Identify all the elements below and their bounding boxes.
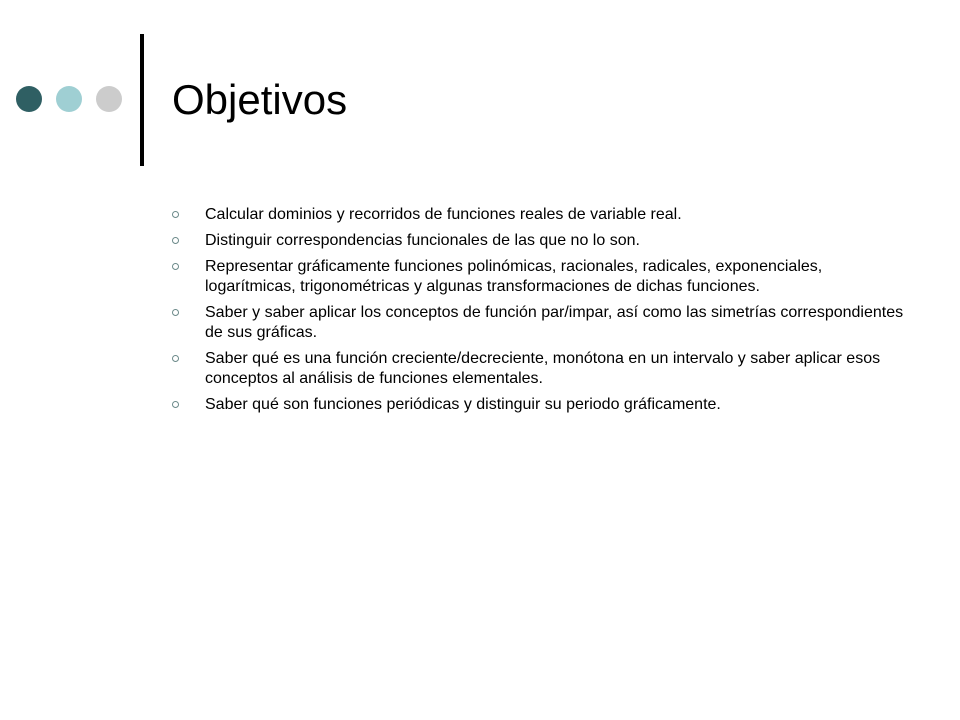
decorative-dot-dark <box>16 86 42 112</box>
bullet-circle-icon <box>172 263 179 270</box>
objectives-list <box>172 205 912 421</box>
decorative-dot-gray <box>96 86 122 112</box>
bullet-circle-icon <box>172 309 179 316</box>
list-item <box>172 395 912 415</box>
bullet-circle-icon <box>172 211 179 218</box>
list-item-text: Saber y saber aplicar los conceptos de función par/impar, así como las simetrías correspondientes de sus gráficas. <box>205 304 904 341</box>
bullet-circle-icon <box>172 237 179 244</box>
decorative-dot-light-teal <box>56 86 82 112</box>
list-item-text: Distinguir correspondencias funcionales de las que no lo son. <box>205 232 640 249</box>
list-item <box>172 205 912 225</box>
title-divider <box>140 34 144 166</box>
bullet-circle-icon <box>172 401 179 408</box>
list-item <box>172 303 912 343</box>
list-item <box>172 257 912 297</box>
list-item-text: Saber qué son funciones periódicas y distinguir su periodo gráficamente. <box>205 396 721 413</box>
list-item <box>172 349 912 389</box>
list-item-text: Saber qué es una función creciente/decreciente, monótona en un intervalo y saber aplicar esos conceptos al análisis de funciones elementales. <box>205 350 881 387</box>
bullet-circle-icon <box>172 355 179 362</box>
list-item <box>172 231 912 251</box>
list-item-text: Representar gráficamente funciones polinómicas, racionales, radicales, exponenciales, logarítmicas, trigonométricas y algunas transformaciones de dichas funciones. <box>205 258 823 295</box>
slide-title: Objetivos <box>172 76 348 123</box>
list-item-text: Calcular dominios y recorridos de funciones reales de variable real. <box>205 206 682 223</box>
